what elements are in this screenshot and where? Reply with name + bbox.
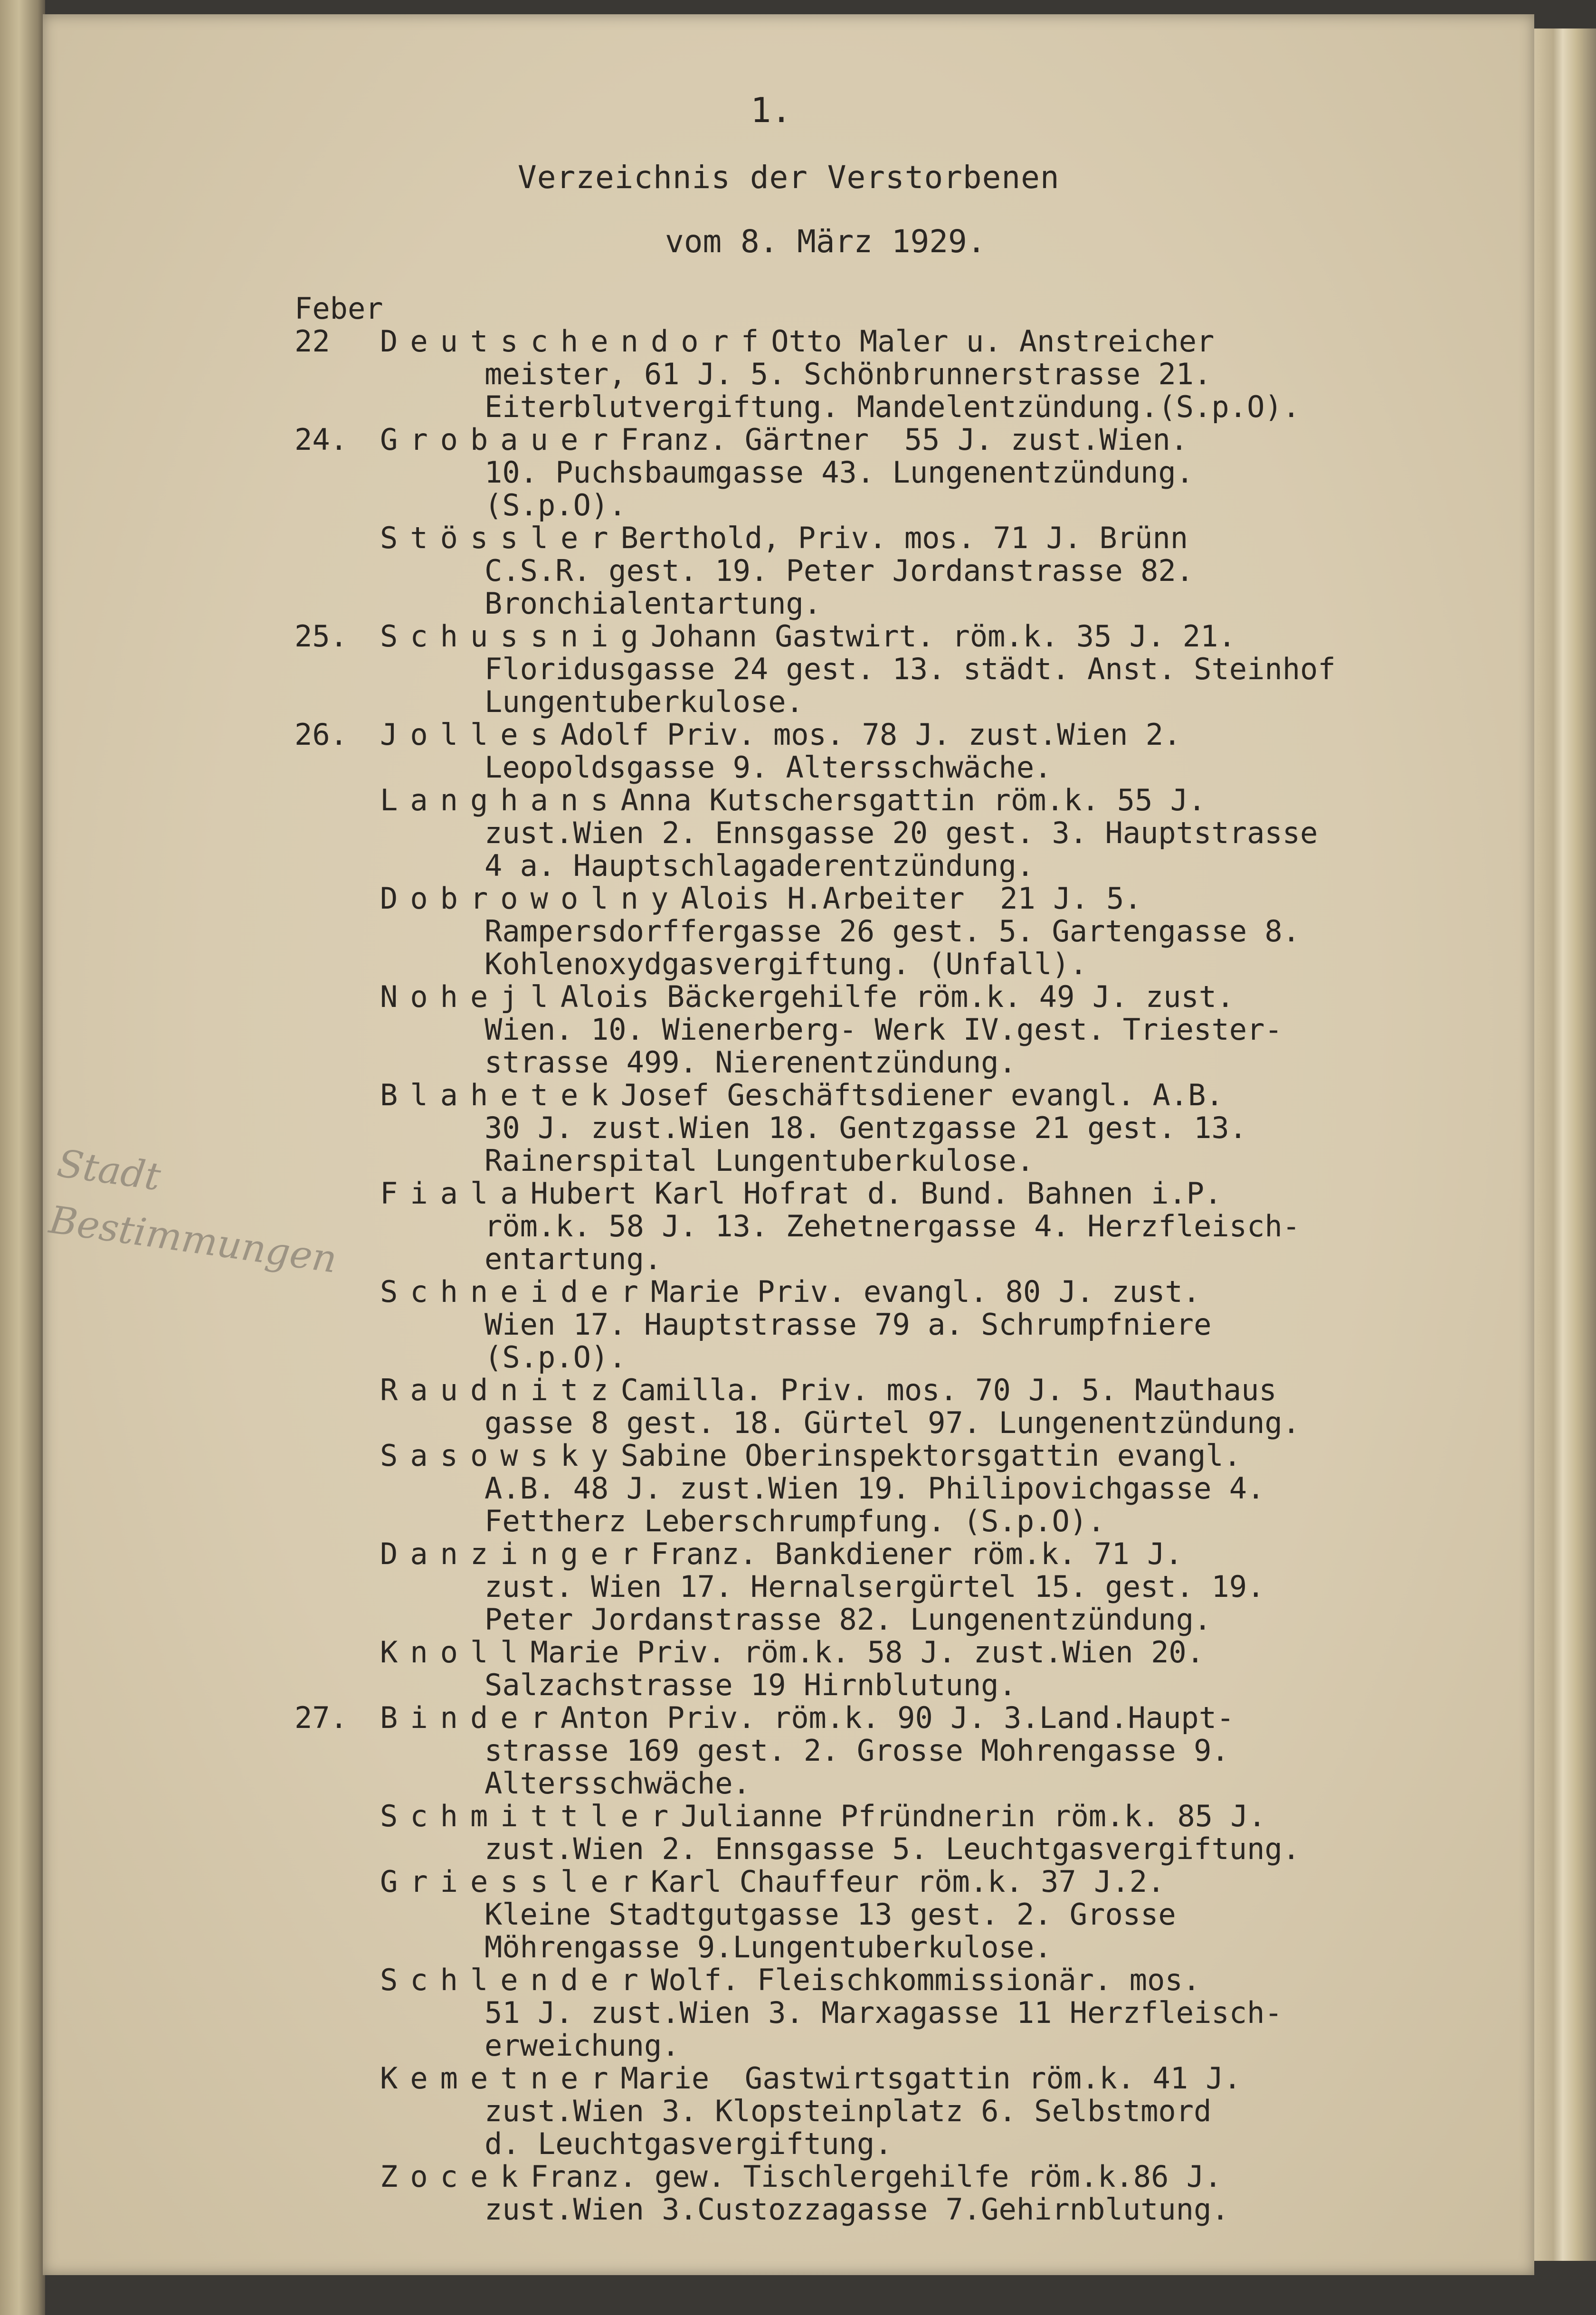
register-entry (294, 1439, 1530, 1537)
entry-continuation-line (294, 948, 1530, 980)
register-entry (294, 423, 1530, 522)
entry-text: Leopoldsgasse 9. Altersschwäche. (484, 750, 1052, 785)
entry-first-line (294, 1177, 1530, 1210)
register-entry (294, 1177, 1530, 1275)
entry-surname: Schlender (380, 1963, 651, 1997)
entry-continuation-line (294, 587, 1530, 620)
entry-text: Franz. Gärtner 55 J. zust.Wien. (620, 422, 1188, 457)
entry-text: Camilla. Priv. mos. 70 J. 5. Mauthaus (620, 1373, 1277, 1407)
entry-first-line (294, 522, 1530, 554)
entry-text: Salzachstrasse 19 Hirnblutung. (484, 1668, 1016, 1702)
entry-surname: Schneider (380, 1274, 651, 1309)
entry-surname: Binder (380, 1700, 560, 1735)
entry-text: Altersschwäche. (484, 1766, 750, 1801)
entry-text: Hubert Karl Hofrat d. Bund. Bahnen i.P. (530, 1176, 1222, 1211)
entry-text: Fettherz Leberschrumpfung. (S.p.O). (484, 1504, 1105, 1538)
entry-first-line (294, 784, 1530, 816)
register-entry (294, 882, 1530, 980)
margin-note-line: Bestimmungen (47, 1197, 340, 1282)
register-entry (294, 718, 1530, 784)
entry-continuation-line (294, 1832, 1530, 1865)
entry-first-line (294, 325, 1530, 358)
entry-continuation-line (294, 1996, 1530, 2029)
entry-first-line (294, 2160, 1530, 2193)
entry-continuation-line (294, 1505, 1530, 1537)
entry-text: 4 a. Hauptschlagaderentzündung. (484, 848, 1035, 883)
entry-text: zust.Wien 2. Ennsgasse 20 gest. 3. Hauptstrasse (484, 816, 1318, 850)
entry-text: Karl Chauffeur röm.k. 37 J.2. (650, 1864, 1165, 1899)
entry-continuation-line (294, 1013, 1530, 1046)
entry-date: 26. (294, 717, 348, 752)
register-entry (294, 1865, 1530, 1964)
entry-surname: Schussnig (380, 619, 651, 654)
entry-surname: Kemetner (380, 2061, 621, 2096)
entry-text: Anton Priv. röm.k. 90 J. 3.Land.Haupt- (560, 1700, 1235, 1735)
entry-text: Franz. gew. Tischlergehilfe röm.k.86 J. (530, 2159, 1222, 2194)
register-entry (294, 2160, 1530, 2226)
register-entry (294, 1800, 1530, 1865)
page-stack-edge (1525, 28, 1596, 2261)
entry-continuation-line (294, 2127, 1530, 2160)
entry-date: 22 (294, 324, 330, 359)
entry-text: Eiterblutvergiftung. Mandelentzündung.(S.p.O). (484, 389, 1301, 424)
entry-text: 30 J. zust.Wien 18. Gentzgasse 21 gest. 13. (484, 1110, 1247, 1145)
entry-first-line (294, 1537, 1530, 1570)
entry-continuation-line (294, 456, 1530, 489)
entry-text: zust.Wien 2. Ennsgasse 5. Leuchtgasvergiftung. (484, 1831, 1301, 1866)
entry-continuation-line (294, 915, 1530, 948)
register-entry (294, 1374, 1530, 1439)
entry-surname: Langhans (380, 783, 621, 817)
register-entry (294, 1275, 1530, 1374)
entry-text: Möhrengasse 9.Lungentuberkulose. (484, 1930, 1052, 1964)
book-spine-edge (0, 0, 45, 2315)
entry-text: Josef Geschäftsdiener evangl. A.B. (620, 1078, 1224, 1112)
entry-text: Kleine Stadtgutgasse 13 gest. 2. Grosse (484, 1897, 1176, 1932)
register-entry (294, 980, 1530, 1079)
entry-continuation-line (294, 1603, 1530, 1636)
entry-first-line (294, 1636, 1530, 1669)
register-entry (294, 1079, 1530, 1177)
entry-continuation-line (294, 1243, 1530, 1275)
entry-continuation-line (294, 2193, 1530, 2226)
page-title: Verzeichnis der Verstorbenen (518, 159, 1060, 196)
entry-surname: Raudnitz (380, 1373, 621, 1407)
entry-text: Marie Priv. evangl. 80 J. zust. (650, 1274, 1201, 1309)
entry-surname: Blahetek (380, 1078, 621, 1112)
entry-continuation-line (294, 685, 1530, 718)
entry-text: Alois Bäckergehilfe röm.k. 49 J. zust. (560, 979, 1235, 1014)
entry-text: Lungentuberkulose. (484, 684, 804, 719)
entry-text: strasse 499. Nierenentzündung. (484, 1045, 1016, 1080)
register-entry (294, 325, 1530, 423)
entry-first-line (294, 423, 1530, 456)
entry-surname: Schmittler (380, 1799, 681, 1833)
page-number: 1. (750, 90, 792, 130)
entry-continuation-line (294, 489, 1530, 522)
register-entry (294, 784, 1530, 882)
entry-continuation-line (294, 1898, 1530, 1931)
entry-first-line (294, 2062, 1530, 2095)
entry-text: d. Leuchtgasvergiftung. (484, 2126, 893, 2161)
entry-surname: Knoll (380, 1635, 531, 1670)
entry-text: Johann Gastwirt. röm.k. 35 J. 21. (650, 619, 1236, 654)
entry-text: Rainerspital Lungentuberkulose. (484, 1143, 1035, 1178)
entry-continuation-line (294, 1472, 1530, 1505)
entry-text: erweichung. (484, 2028, 680, 2063)
death-register-list (294, 292, 1530, 2226)
entry-surname: Stössler (380, 521, 621, 555)
entry-surname: Sasowsky (380, 1438, 621, 1473)
entry-surname: Zocek (380, 2159, 531, 2194)
register-entry (294, 620, 1530, 718)
entry-surname: Dobrowolny (380, 881, 681, 916)
entry-text: Rampersdorffergasse 26 gest. 5. Gartengasse 8. (484, 914, 1301, 949)
entry-text: zust.Wien 3.Custozzagasse 7.Gehirnblutung. (484, 2192, 1229, 2227)
entry-text: meister, 61 J. 5. Schönbrunnerstrasse 21. (484, 357, 1212, 391)
entry-surname: Deutschendorf (380, 324, 771, 359)
entry-date: 24. (294, 422, 348, 457)
entry-first-line (294, 882, 1530, 915)
entry-continuation-line (294, 653, 1530, 685)
entry-text: Wolf. Fleischkommissionär. mos. (650, 1963, 1201, 1997)
entry-first-line (294, 1964, 1530, 1996)
entry-continuation-line (294, 2095, 1530, 2127)
month-heading: Feber (294, 291, 383, 326)
entry-continuation-line (294, 1144, 1530, 1177)
entry-text: Floridusgasse 24 gest. 13. städt. Anst. Steinhof (484, 652, 1336, 686)
entry-continuation-line (294, 554, 1530, 587)
entry-text: 10. Puchsbaumgasse 43. Lungenentzündung. (484, 455, 1194, 490)
entry-surname: Griessler (380, 1864, 651, 1899)
entry-text: Anna Kutschersgattin röm.k. 55 J. (620, 783, 1206, 817)
entry-continuation-line (294, 1341, 1530, 1374)
entry-text: Bronchialentartung. (484, 586, 822, 621)
entry-text: Julianne Pfründnerin röm.k. 85 J. (681, 1799, 1266, 1833)
entry-continuation-line (294, 2029, 1530, 2062)
entry-surname: Jolles (380, 717, 560, 752)
entry-text: Otto Maler u. Anstreicher (771, 324, 1215, 359)
entry-text: Sabine Oberinspektorsgattin evangl. (620, 1438, 1242, 1473)
entry-text: Marie Priv. röm.k. 58 J. zust.Wien 20. (530, 1635, 1205, 1670)
entry-text: Wien 17. Hauptstrasse 79 a. Schrumpfniere (484, 1307, 1212, 1342)
entry-continuation-line (294, 816, 1530, 849)
entry-first-line (294, 620, 1530, 653)
entry-first-line (294, 1865, 1530, 1898)
entry-first-line (294, 1701, 1530, 1734)
entry-continuation-line (294, 1406, 1530, 1439)
entry-first-line (294, 1800, 1530, 1832)
entry-continuation-line (294, 1308, 1530, 1341)
entry-text: zust.Wien 3. Klopsteinplatz 6. Selbstmord (484, 2094, 1212, 2128)
entry-first-line (294, 1374, 1530, 1406)
entry-surname: Danzinger (380, 1537, 651, 1571)
entry-continuation-line (294, 1734, 1530, 1767)
entry-text: Wien. 10. Wienerberg- Werk IV.gest. Triester- (484, 1012, 1282, 1047)
entry-continuation-line (294, 1931, 1530, 1964)
entry-continuation-line (294, 751, 1530, 784)
page-subtitle: vom 8. März 1929. (665, 223, 986, 260)
entry-continuation-line (294, 1210, 1530, 1243)
entry-surname: Fiala (380, 1176, 531, 1211)
entry-text: Adolf Priv. mos. 78 J. zust.Wien 2. (560, 717, 1181, 752)
entry-continuation-line (294, 849, 1530, 882)
entry-text: strasse 169 gest. 2. Grosse Mohrengasse 9. (484, 1733, 1229, 1768)
entry-continuation-line (294, 1046, 1530, 1079)
register-entry (294, 1701, 1530, 1800)
entry-first-line (294, 1275, 1530, 1308)
entry-continuation-line (294, 1570, 1530, 1603)
entry-text: (S.p.O). (484, 488, 627, 522)
register-entry (294, 1636, 1530, 1701)
entry-first-line (294, 1079, 1530, 1111)
entry-continuation-line (294, 1767, 1530, 1800)
entry-continuation-line (294, 1111, 1530, 1144)
entry-text: C.S.R. gest. 19. Peter Jordanstrasse 82. (484, 553, 1194, 588)
entry-date: 27. (294, 1700, 348, 1735)
entry-first-line (294, 718, 1530, 751)
entry-text: entartung. (484, 1242, 662, 1276)
register-entry (294, 522, 1530, 620)
entry-first-line (294, 1439, 1530, 1472)
entry-text: Berthold, Priv. mos. 71 J. Brünn (620, 521, 1188, 555)
entry-text: Kohlenoxydgasvergiftung. (Unfall). (484, 947, 1088, 981)
margin-note-line: Stadt (54, 1141, 163, 1199)
register-entry (294, 1537, 1530, 1636)
entry-surname: Nohejl (380, 979, 560, 1014)
entry-text: Peter Jordanstrasse 82. Lungenentzündung. (484, 1602, 1212, 1637)
entry-surname: Grobauer (380, 422, 621, 457)
entry-first-line (294, 980, 1530, 1013)
entry-text: Franz. Bankdiener röm.k. 71 J. (650, 1537, 1183, 1571)
entry-text: (S.p.O). (484, 1340, 627, 1375)
entry-text: zust. Wien 17. Hernalsergürtel 15. gest. 19. (484, 1569, 1265, 1604)
register-entry (294, 2062, 1530, 2160)
entry-text: röm.k. 58 J. 13. Zehetnergasse 4. Herzfleisch- (484, 1209, 1301, 1243)
entry-continuation-line (294, 390, 1530, 423)
entry-date: 25. (294, 619, 348, 654)
entry-text: Alois H.Arbeiter 21 J. 5. (681, 881, 1142, 916)
entry-continuation-line (294, 358, 1530, 390)
entry-text: A.B. 48 J. zust.Wien 19. Philipovichgasse 4. (484, 1471, 1265, 1506)
register-entry (294, 1964, 1530, 2062)
entry-text: 51 J. zust.Wien 3. Marxagasse 11 Herzfleisch- (484, 1995, 1282, 2030)
entry-continuation-line (294, 1669, 1530, 1701)
entry-text: gasse 8 gest. 18. Gürtel 97. Lungenentzündung. (484, 1405, 1301, 1440)
entry-text: Marie Gastwirtsgattin röm.k. 41 J. (620, 2061, 1242, 2096)
